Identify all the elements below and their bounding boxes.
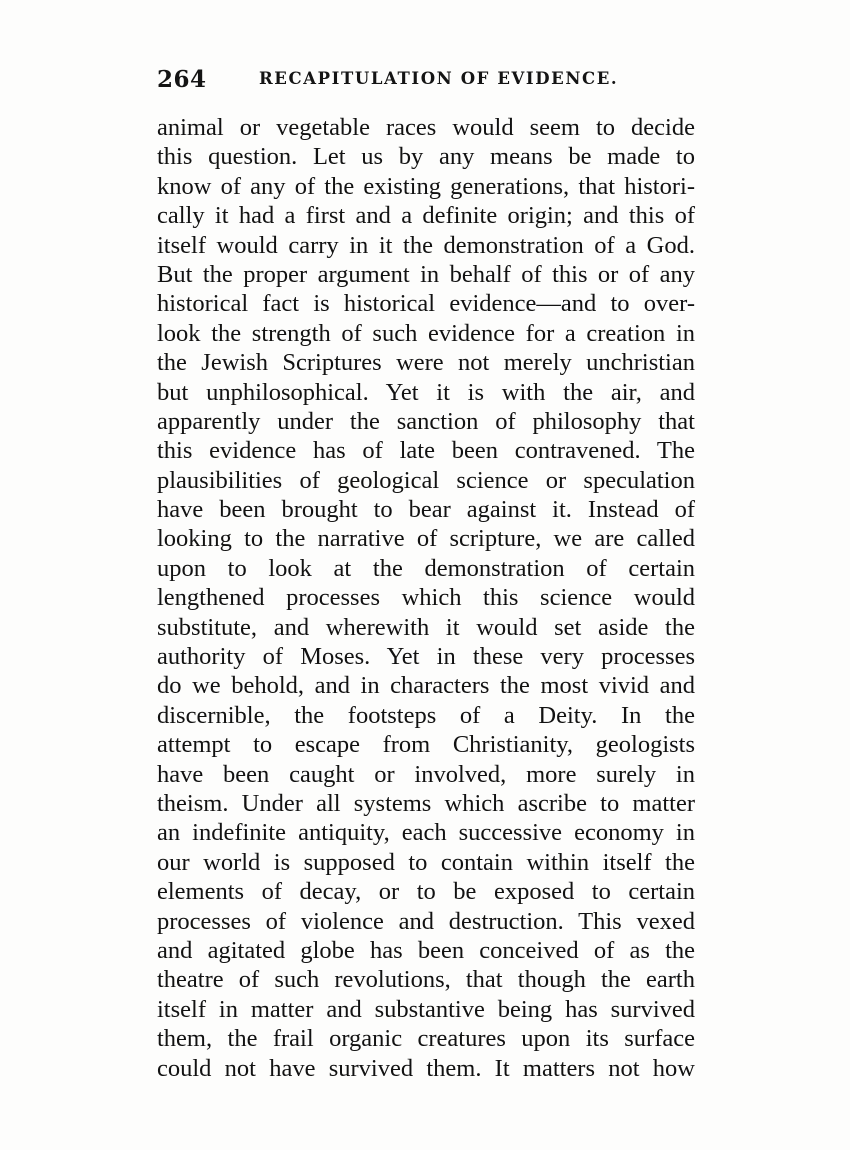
text-line: theism. Under all systems which ascribe to matter (157, 789, 695, 817)
text-line: could not have survived them. It matters not how (157, 1054, 695, 1082)
text-line: the Jewish Scriptures were not merely unchristian (157, 349, 695, 377)
text-line: know of any of the existing generations, that histori- (157, 172, 695, 200)
text-line: itself in matter and substantive being has survived (157, 995, 695, 1023)
text-line: upon to look at the demonstration of certain (157, 554, 695, 582)
text-line: plausibilities of geological science or speculation (157, 466, 695, 494)
text-line: attempt to escape from Christianity, geologists (157, 731, 695, 759)
text-line: this question. Let us by any means be made to (157, 143, 695, 171)
text-line: animal or vegetable races would seem to decide (157, 114, 695, 141)
page-number: 264 (157, 66, 207, 93)
text-line: processes of violence and destruction. This vexed (157, 907, 695, 935)
running-head (157, 66, 697, 93)
text-line: elements of decay, or to be exposed to certain (157, 878, 695, 906)
text-line: discernible, the footsteps of a Deity. In the (157, 701, 695, 729)
text-line: but unphilosophical. Yet it is with the air, and (157, 378, 695, 406)
text-line: apparently under the sanction of philosophy that (157, 407, 695, 435)
text-line: and agitated globe has been conceived of as the (157, 936, 695, 964)
text-line: do we behold, and in characters the most vivid and (157, 672, 695, 700)
text-line: this evidence has of late been contravened. The (157, 437, 695, 465)
text-line: them, the frail organic creatures upon its surface (157, 1025, 695, 1053)
text-line: our world is supposed to contain within itself the (157, 848, 695, 876)
text-line: But the proper argument in behalf of this or of any (157, 260, 695, 288)
text-line: look the strength of such evidence for a creation in (157, 319, 695, 347)
text-line: substitute, and wherewith it would set aside the (157, 613, 695, 641)
text-line: have been brought to bear against it. Instead of (157, 496, 695, 524)
text-line: authority of Moses. Yet in these very processes (157, 643, 695, 671)
body-text (157, 113, 695, 1083)
text-line: itself would carry in it the demonstration of a God. (157, 231, 695, 259)
running-title: RECAPITULATION OF EVIDENCE. (259, 69, 619, 88)
text-line: have been caught or involved, more surely in (157, 760, 695, 788)
text-line: theatre of such revolutions, that though the earth (157, 966, 695, 994)
text-line: historical fact is historical evidence—and to over- (157, 290, 695, 318)
text-line: an indefinite antiquity, each successive economy in (157, 819, 695, 847)
text-line: lengthened processes which this science would (157, 584, 695, 612)
text-line: cally it had a first and a definite origin; and this of (157, 202, 695, 230)
text-line: looking to the narrative of scripture, we are called (157, 525, 695, 553)
